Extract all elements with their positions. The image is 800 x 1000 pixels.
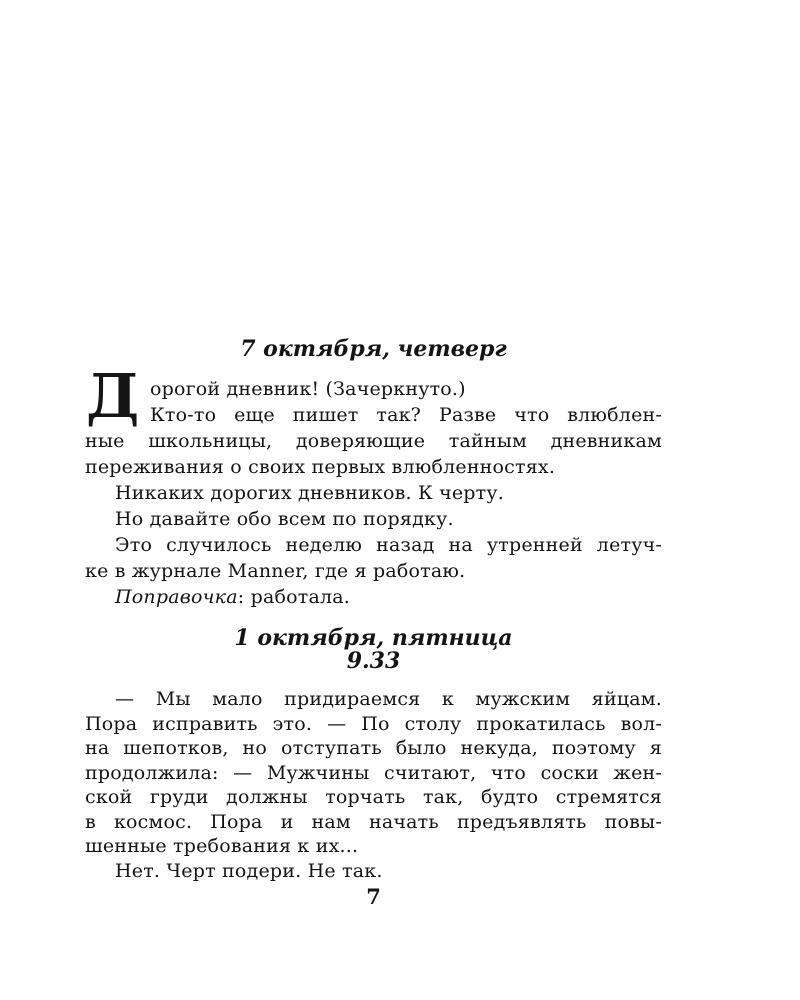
text-line — [85, 584, 662, 610]
text-line — [85, 480, 662, 506]
text-line — [85, 736, 662, 761]
text-segment: ской груди должны торчать так, будто стремятся — [85, 786, 662, 808]
entry-2-time: 9.33 — [346, 648, 401, 674]
entry-1-date-heading: 7 октября, четверг — [240, 336, 507, 362]
text-line — [85, 687, 662, 712]
text-segment: в космос. Пора и нам начать предъявлять повы- — [85, 810, 662, 833]
text-segment: Но давайте обо всем по порядку. — [115, 508, 454, 530]
text-segment: переживания о своих первых влюбленностях. — [85, 456, 556, 478]
text-line — [85, 712, 662, 737]
text-line — [85, 761, 662, 786]
text-segment: ке в журнале Manner, где я работаю. — [85, 560, 466, 582]
page-number: 7 — [366, 884, 381, 909]
text-segment: ные школьницы, доверяющие тайным дневникам — [85, 430, 662, 452]
entry-2-date-heading — [85, 627, 662, 673]
text-segment: Никаких дорогих дневников. К черту. — [115, 482, 505, 504]
text-segment: на шепотков, но отступать было некуда, поэтому я — [85, 737, 662, 759]
text-segment: шенные требования к их... — [85, 835, 359, 857]
text-line — [85, 558, 662, 584]
entry-1-body — [85, 362, 662, 610]
text-line — [85, 834, 662, 859]
entry-1-lines — [85, 376, 662, 610]
text-line — [85, 428, 662, 454]
text-segment: : работала. — [237, 586, 351, 608]
text-line — [85, 859, 662, 884]
text-line — [85, 454, 662, 480]
text-segment: Пора исправить это. — По столу прокатилась вол- — [85, 712, 662, 735]
text-segment: — Мы мало придираемся к мужским яйцам. — [115, 688, 662, 710]
text-line — [85, 506, 662, 532]
text-line — [85, 532, 662, 558]
drop-cap-letter: Д — [86, 362, 140, 432]
text-segment: Кто-то еще пишет так? Разве что влюблен- — [150, 404, 662, 426]
text-line — [85, 402, 662, 428]
entry-2-lines — [85, 687, 662, 883]
italic-text-segment: Поправочка — [115, 586, 238, 608]
text-segment: орогой дневник! (Зачеркнуто.) — [150, 378, 466, 400]
text-line — [85, 376, 662, 402]
page-text-block — [85, 337, 662, 883]
text-segment: Это случилось неделю назад на утренней летуч- — [115, 534, 662, 556]
text-segment: Нет. Черт подери. Не так. — [115, 859, 383, 882]
text-line — [85, 810, 662, 835]
text-line — [85, 785, 662, 810]
text-segment: продолжила: — Мужчины считают, что соски жен- — [85, 761, 662, 784]
entry-2-date: 1 октября, пятница — [234, 625, 513, 651]
